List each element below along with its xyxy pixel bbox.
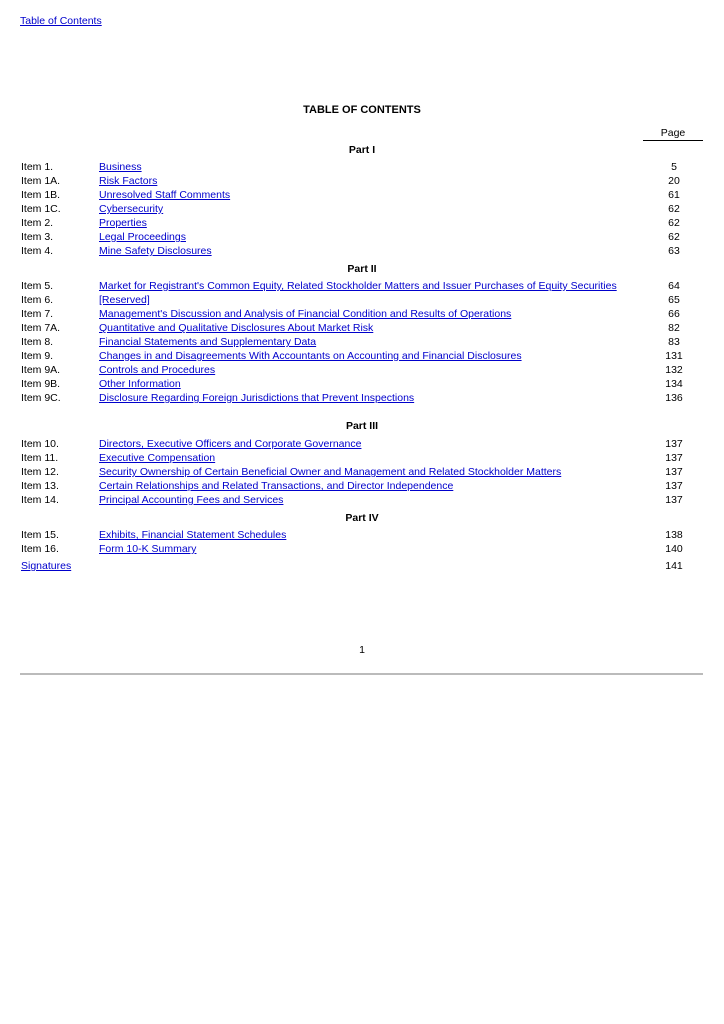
- toc-entry-link[interactable]: Financial Statements and Supplementary Data: [99, 336, 317, 348]
- page-number: 64: [668, 280, 680, 292]
- toc-row: [0, 294, 724, 308]
- part-heading: Part III: [345, 420, 379, 432]
- signatures-link[interactable]: Signatures: [21, 560, 72, 572]
- toc-entry-link[interactable]: Directors, Executive Officers and Corporate Governance: [99, 438, 362, 450]
- toc-entry-link[interactable]: Management's Discussion and Analysis of Financial Condition and Results of Operations: [99, 308, 512, 320]
- toc-row: [0, 203, 724, 217]
- toc-row: [0, 494, 724, 508]
- item-number: Item 6.: [21, 294, 54, 306]
- toc-entry-link[interactable]: Certain Relationships and Related Transactions, and Director Independence: [99, 480, 454, 492]
- item-number: Item 1A.: [21, 175, 61, 187]
- item-number: Item 8.: [21, 336, 54, 348]
- page-number: 132: [665, 364, 683, 376]
- toc-row: [0, 336, 724, 350]
- toc-entry-link[interactable]: Legal Proceedings: [99, 231, 186, 243]
- toc-entry-link[interactable]: Security Ownership of Certain Beneficial Owner and Management and Related Stockholder Matters: [99, 466, 562, 478]
- item-number: Item 9.: [21, 350, 54, 362]
- item-number: Item 12.: [21, 466, 59, 478]
- toc-entry-link[interactable]: Mine Safety Disclosures: [99, 245, 212, 257]
- toc-entry-link[interactable]: Other Information: [99, 378, 181, 390]
- page-number: 62: [668, 217, 680, 229]
- item-number: Item 9A.: [21, 364, 61, 376]
- toc-row: [0, 438, 724, 452]
- page-number: 66: [668, 308, 680, 320]
- toc-entry-link[interactable]: Quantitative and Qualitative Disclosures About Market Risk: [99, 322, 374, 334]
- toc-row: [0, 175, 724, 189]
- item-number: Item 1B.: [21, 189, 61, 201]
- toc-entry-link[interactable]: [Reserved]: [99, 294, 150, 306]
- toc-row: [0, 452, 724, 466]
- part-heading: Part IV: [345, 512, 379, 524]
- toc-row: [0, 231, 724, 245]
- toc-entry-link[interactable]: Principal Accounting Fees and Services: [99, 494, 284, 506]
- part-heading: Part I: [348, 144, 376, 156]
- item-number: Item 7A.: [21, 322, 61, 334]
- page-footer-number: 1: [359, 644, 365, 656]
- page-number: 83: [668, 336, 680, 348]
- page-number: 140: [665, 543, 683, 555]
- page-number: 61: [668, 189, 680, 201]
- toc-row: [0, 480, 724, 494]
- page-number: 5: [671, 161, 677, 173]
- toc-row: [0, 308, 724, 322]
- item-number: Item 5.: [21, 280, 54, 292]
- toc-row: [0, 350, 724, 364]
- item-number: Item 9B.: [21, 378, 61, 390]
- toc-entry-link[interactable]: Market for Registrant's Common Equity, Related Stockholder Matters and Issuer Purchases of Equity Securities: [99, 280, 617, 292]
- item-number: Item 15.: [21, 529, 59, 541]
- page-number: 137: [665, 438, 683, 450]
- page-number: 63: [668, 245, 680, 257]
- page-number: 62: [668, 203, 680, 215]
- toc-entry-link[interactable]: Cybersecurity: [99, 203, 164, 215]
- page-number: 65: [668, 294, 680, 306]
- toc-entry-link[interactable]: Changes in and Disagreements With Accountants on Accounting and Financial Disclosures: [99, 350, 522, 362]
- toc-row: [0, 161, 724, 175]
- page-number: 82: [668, 322, 680, 334]
- page-number: 138: [665, 529, 683, 541]
- item-number: Item 3.: [21, 231, 54, 243]
- item-number: Item 13.: [21, 480, 59, 492]
- page-number: 141: [665, 560, 683, 572]
- item-number: Item 10.: [21, 438, 59, 450]
- item-number: Item 14.: [21, 494, 59, 506]
- toc-entry-link[interactable]: Controls and Procedures: [99, 364, 216, 376]
- item-number: Item 1.: [21, 161, 54, 173]
- toc-row: [0, 392, 724, 406]
- toc-entry-link[interactable]: Form 10-K Summary: [99, 543, 197, 555]
- toc-row: [0, 189, 724, 203]
- item-number: Item 7.: [21, 308, 54, 320]
- table-of-contents-link[interactable]: Table of Contents: [20, 15, 102, 27]
- item-number: Item 1C.: [21, 203, 61, 215]
- item-number: Item 11.: [21, 452, 59, 464]
- page-number: 137: [665, 494, 683, 506]
- page-number: 137: [665, 452, 683, 464]
- toc-row: [0, 280, 724, 294]
- page-number: 137: [665, 480, 683, 492]
- toc-entry-link[interactable]: Unresolved Staff Comments: [99, 189, 231, 201]
- page-number: 131: [665, 350, 683, 362]
- page-column-header: Page: [643, 127, 703, 141]
- toc-row: [0, 322, 724, 336]
- toc-entry-link[interactable]: Exhibits, Financial Statement Schedules: [99, 529, 287, 541]
- toc-row: [0, 466, 724, 480]
- toc-entry-link[interactable]: Business: [99, 161, 142, 173]
- page-number: 136: [665, 392, 683, 404]
- toc-row: [0, 543, 724, 557]
- item-number: Item 4.: [21, 245, 54, 257]
- page-number: 137: [665, 466, 683, 478]
- toc-row: [0, 378, 724, 392]
- toc-row: [0, 245, 724, 259]
- part-heading: Part II: [347, 263, 377, 275]
- page-number: 62: [668, 231, 680, 243]
- item-number: Item 16.: [21, 543, 59, 555]
- item-number: Item 2.: [21, 217, 54, 229]
- page-number: 20: [668, 175, 680, 187]
- toc-row: [0, 217, 724, 231]
- page-number: 134: [665, 378, 683, 390]
- toc-entry-link[interactable]: Executive Compensation: [99, 452, 216, 464]
- item-number: Item 9C.: [21, 392, 61, 404]
- toc-row: [0, 364, 724, 378]
- toc-row: [0, 529, 724, 543]
- toc-entry-link[interactable]: Disclosure Regarding Foreign Jurisdictions that Prevent Inspections: [99, 392, 415, 404]
- toc-entry-link[interactable]: Properties: [99, 217, 147, 229]
- page-divider: [20, 673, 703, 675]
- toc-row: [0, 560, 724, 574]
- toc-entry-link[interactable]: Risk Factors: [99, 175, 158, 187]
- page-title: TABLE OF CONTENTS: [303, 104, 421, 116]
